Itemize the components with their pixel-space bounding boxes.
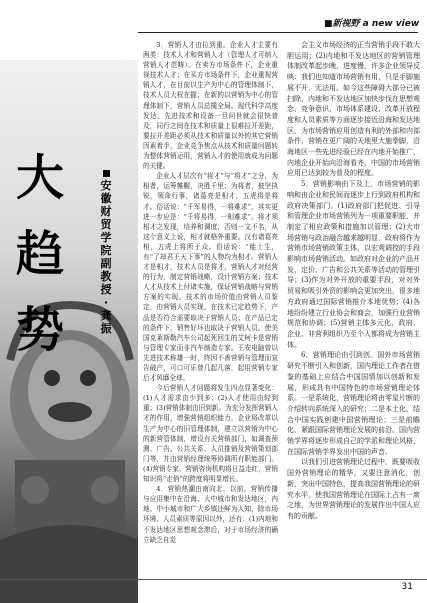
paragraph: 会主义市场经济的正当营销手段不敢大胆运用；(2)内地和不发达地区的营销管理体制改革起步晚，进度慢，许多企业领导反映：我们也知道市场营销有用，只是手脚施展不开，无法用。如今这些障碍大部分已被扫除，内地和不发达地区加快步伐在思想观念、竞争意识、市场体系建设、改革开放程度和人员素质等方面逐步接近沿海和发达地区，为市场营销应用创造有利的外部和内部条件，营销在更广阔的天地里大施拳脚，沿海地区一些先进经验已经在内地开始推广，内地企业开始向沿海看齐，中国的市场营销应用已达到较为普及的程度。 [287,41,420,178]
author-marker [103,170,110,177]
paragraph: 6．营销理论由引到创。国外市场营销研究不断引入和创新，国内理论工作者在借鉴的基础上应结合中国国情加以创新和发展，形成具有中国特色的市场营销理论体系。一是系统化，营销理论将由零星片断的介绍转向系统深入的研究；二是本土化，结合中国实践创建中国营销理论；三是前瞻化，紧跟国际营销理论发展的前沿。国内营销学界将逐步形成自己的学派和理论风格，在国际营销学界发出中国的声音。 [287,351,420,456]
page-number: 31 [401,582,413,592]
author-char: 授 [100,283,112,296]
title-char: 趋 [16,226,65,282]
author-char: 龚 [100,309,112,322]
paragraph: 4．营销热潮由南向北，以前，营销传播与应用集中在沿海、大中城市和发达地区，内地、中小城市和广大乡镇还鲜为人知，除市场环境、人员素质等原因以外，还有：(1)内地和不发达地区思想观念滞后，对于市场经济的确立缺乏自觉 [143,485,278,544]
author-char: 院 [100,244,112,257]
paragraph: 企业人才层次有“将才”与“将才”之分，为相者，运筹帷幄，决胜千里；为将者，披坚执锐，领命行事，诸葛亮是相才，五虎将是将才。俗话说：“千军易得，一将难求”，其实更进一步应是：“千将易得，一相难求”。将才须相才之发现，培养和调度，否则一文不名，从这个意义上说，相才就格外重要。汉有诸葛亮相，五虎上将所于众。俗话说：“能士生，有“了却君王天下事”的人物均为相才。营销人才是相才，技术人员是将才，营销人才对经营的行为，制定营销战略，设计营销方案；技术人才从技术上付诸实施，保证营销战略与营销方案的实现。技术的市场价值由营销人员鉴定，由营销人员实现，在技术已定趋势下，产品是否符合需要取决于营销人员；在产品已定的条件下，销售好坏也取决于营销人员。使美国克莱斯勒汽车公司起死回生的艾柯卡是营销与管理专家而非汽车制造专家。王安电脑曾以先进技术称雄一时，终因不善营销与管理而宣告破产，可口可乐曾几起几落，起用营销专家后才风靡全球。 [143,172,278,383]
title-char: 势 [16,302,65,358]
author-char: 徽 [100,192,112,205]
author-char: 学 [100,231,112,244]
author-char: · [103,296,109,309]
paragraph: 今后营销人才问题将发生四点显著变化：(1)人才需求由少到多；(2)人才使用由轻到重；(3)营销体制由旧到新。为充分发挥营销人才的作用，增强营销组织能力，企业将改革以生产为中心的旧管理体制，建立以营销为中心的新营管体制，增设有关营销部门，如调查预测、广告、公共关系、人员推销及营销策划部门等，并由营销经理统筹协调所有职能部门。(4)营销专家、营销咨询机构将日益走红，营销知识将“走俏”的跨度将明显增长。 [143,384,278,484]
paragraph: 5．营销影响由下及上，市场营销的影响和由企业和民间而逐步上行到政府机构和政府决策部门。(1)政府部门把促进、引导和管理企业市场营销列为一项重要职能，并制定了相应政策和措施加以管理；(2)大市场营销与政治融合越来越明显，政府将作为营销市场营销政策主体，以宏观调控的手段影响市场营销活动。如政府对企业的产品开发、定价、广告和公共关系等活动的管理引导；(3)作为对外开放的重要手段，对对外贸易和吸引外资的影响会更加突出，很多地方政府通过国际营销推介本地优势；(4)各地纷纷建立行业协会和商会，加强行业营销规范和协调；(5)营销主体多元化，政府、企业、非营利组织乃至个人都将成为营销主体。 [287,180,420,349]
author-char: 振 [100,322,112,335]
author-byline [99,170,113,335]
footer-rule [0,579,427,580]
author-char: 安 [100,179,112,192]
author-char: 财 [100,205,112,218]
article-column-left [143,40,278,545]
article-column-right [287,40,420,522]
header-rule [138,32,418,33]
author-char: 副 [100,257,112,270]
section-header [324,16,419,29]
author-char: 贸 [100,218,112,231]
section-header-text: ■新视野 a new view [324,19,420,29]
title-char: 大 [16,150,65,206]
article-title [16,140,76,368]
paragraph: 3．营销人才由拉到重。企业人才主要有两类：技术人才和营销人才（管理人才可纳入营销人才范畴）。在卖方市场条件下，企业重视技术人才；在买方市场条件下，企业重视营销人才，在目前以生产为中心的管理体制下，技术人员大权在握；在新的以营销为中心的管理体制下，营销人员总揽全局。现代科学高度发达，先进技术和设备一旦问世就会很快普及，同行之间在技术和质量上很难拉开差距，要拉开差距必须从技术和质量以外的其它营销因素着手，企业竞争焦点从技术和质量问题转为整体营销运用，营销人才的使用就成为问题的关键。 [143,41,278,171]
paragraph: 以我们引进营销理论过程中，既要吸收国外营销理论的精华，又要注意消化，创新，突出中国特色，提高我国营销理论的研究水平，使我国营销理论在国际上占有一席之地，为世界营销理论的发展作出中国人应有的贡献。 [287,458,420,520]
author-char: 教 [100,270,112,283]
